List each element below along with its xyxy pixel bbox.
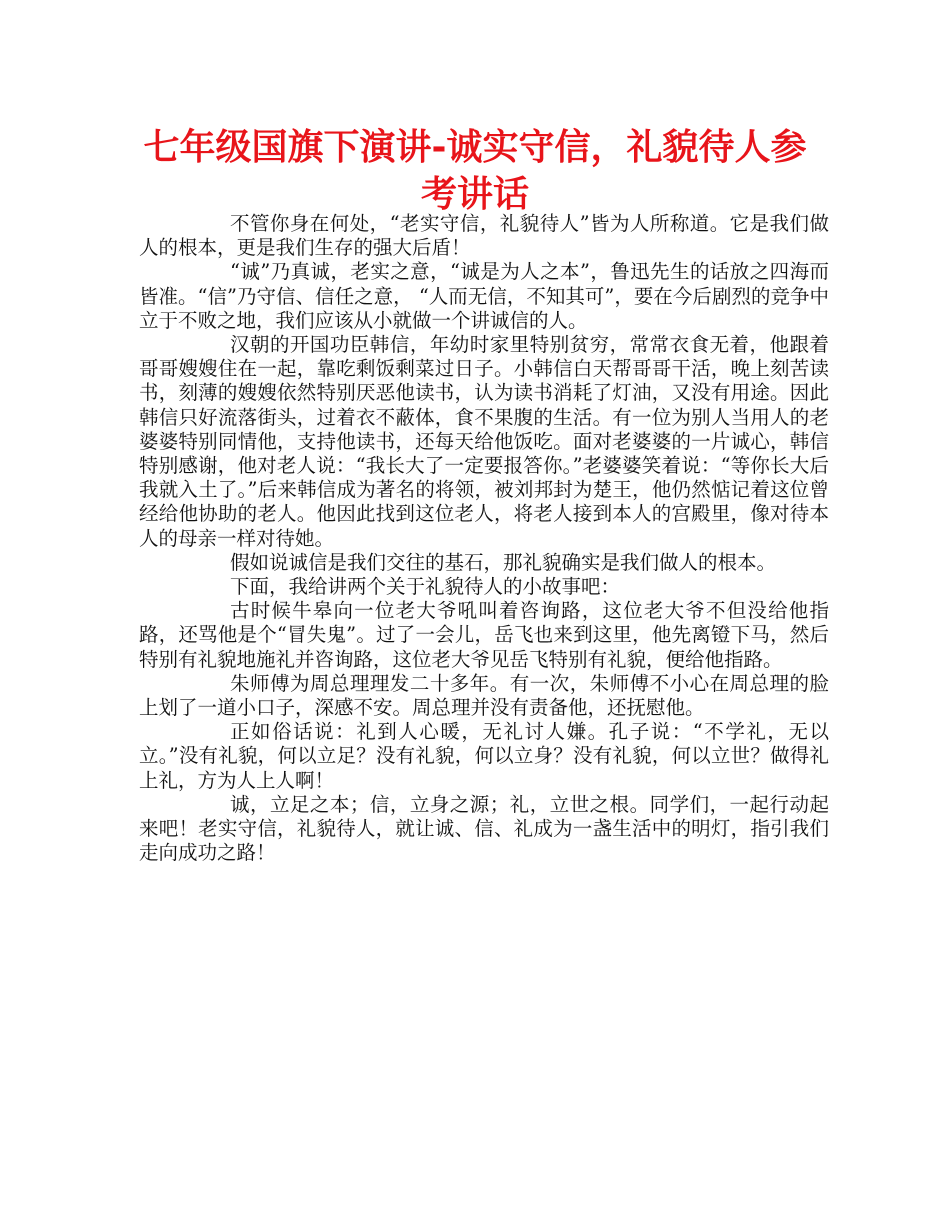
paragraph-1: 不管你身在何处，“老实守信，礼貌待人”皆为人所称道。它是我们做人的根本，更是我们生存的强大后盾！ (139, 212, 829, 260)
page-title: 七年级国旗下演讲-诚实守信，礼貌待人参考讲话 (143, 127, 807, 215)
paragraph-8: 正如俗话说：礼到人心暖，无礼讨人嫌。孔子说：“不学礼，无以立。”没有礼貌，何以立足？没有礼貌，何以立身？没有礼貌，何以立世？做得礼上礼，方为人上人啊！ (139, 720, 829, 792)
paragraph-2: “诚”乃真诚，老实之意，“诚是为人之本”，鲁迅先生的话放之四海而皆准。“信”乃守信、信任之意， “人而无信，不知其可”，要在今后剧烈的竞争中立于不败之地，我们应该从小就做一个讲诚信的人。 (139, 260, 829, 332)
speech-body (139, 212, 829, 865)
paragraph-3: 汉朝的开国功臣韩信，年幼时家里特别贫穷，常常衣食无着，他跟着哥哥嫂嫂住在一起，靠吃剩饭剩菜过日子。小韩信白天帮哥哥干活，晚上刻苦读书，刻薄的嫂嫂依然特别厌恶他读书，认为读书消耗了灯油，又没有用途。因此韩信只好流落街头，过着衣不蔽体，食不果腹的生活。有一位为别人当用人的老婆婆特别同情他，支持他读书，还每天给他饭吃。面对老婆婆的一片诚心，韩信特别感谢，他对老人说：“我长大了一定要报答你。”老婆婆笑着说：“等你长大后我就入土了。”后来韩信成为著名的将领，被刘邦封为楚王，他仍然惦记着这位曾经给他协助的老人。他因此找到这位老人，将老人接到本人的宫殿里，像对待本人的母亲一样对待她。 (139, 333, 829, 550)
paragraph-9: 诚，立足之本；信，立身之源；礼，立世之根。同学们，一起行动起来吧！老实守信，礼貌待人，就让诚、信、礼成为一盏生活中的明灯，指引我们走向成功之路！ (139, 792, 829, 865)
paragraph-6: 古时候牛皋向一位老大爷吼叫着咨询路，这位老大爷不但没给他指路，还骂他是个“冒失鬼”。过了一会儿，岳飞也来到这里，他先离镫下马，然后特别有礼貌地施礼并咨询路，这位老大爷见岳飞特别有礼貌，便给他指路。 (139, 599, 829, 671)
paragraph-4: 假如说诚信是我们交往的基石，那礼貌确实是我们做人的根本。 (230, 550, 777, 574)
paragraph-7: 朱师傅为周总理理发二十多年。有一次，朱师傅不小心在周总理的脸上划了一道小口子，深感不安。周总理并没有责备他，还抚慰他。 (139, 671, 829, 720)
paragraph-5: 下面，我给讲两个关于礼貌待人的小故事吧： (230, 575, 621, 599)
